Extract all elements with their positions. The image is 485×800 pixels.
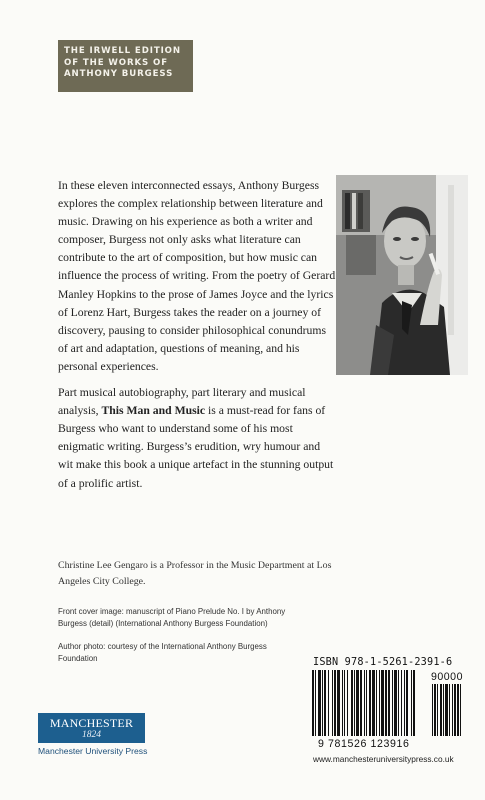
logo-press-name: Manchester University Press bbox=[38, 746, 148, 756]
author-photo-image bbox=[336, 175, 468, 375]
series-label bbox=[58, 40, 193, 92]
blurb-p2-start: Part musical autobiography, part literary and musical analysis, bbox=[58, 386, 306, 418]
blurb-p2-end: is a must-read for fans of Burgess who want to understand some of his most enigmatic writing. Burgess’s erudition, wry humour and wit make this book a unique artefact in the stunning output of a prolific artist. bbox=[58, 404, 334, 490]
credits bbox=[58, 606, 308, 676]
author-photo bbox=[336, 175, 468, 375]
cover-credit: Front cover image: manuscript of Piano Prelude No. I by Anthony Burgess (detail) (International Anthony Burgess Foundation) bbox=[58, 607, 286, 629]
publisher-logo bbox=[38, 713, 158, 761]
series-line-3: ANTHONY BURGESS bbox=[64, 69, 174, 79]
publisher-website: www.manchesteruniversitypress.co.uk bbox=[313, 754, 454, 764]
logo-wordmark: MANCHESTER bbox=[49, 716, 134, 730]
author-bio: Christine Lee Gengaro is a Professor in the Music Department at Los Angeles City College. bbox=[58, 560, 332, 587]
logo-box bbox=[38, 713, 145, 743]
logo-year: 1824 bbox=[82, 730, 101, 740]
blurb bbox=[58, 177, 336, 501]
series-line-1: THE IRWELL EDITION bbox=[64, 46, 181, 56]
blurb-paragraph-1: In these eleven interconnected essays, Anthony Burgess explores the complex relationship between literature and music. Drawing on his experience as both a writer and composer, Burgess not only asks what literature can contribute to the art of composition, but how music can influence the process of writing. From the poetry of Gerard Manley Hopkins to the prose of James Joyce and the lyrics of Lorenz Hart, Burgess takes the reader on a journey of discovery, pausing to consider philosophical conundrums of art and adaptation, questions of meaning, and his personal experiences. bbox=[58, 179, 336, 373]
barcode-addon-digits: 90000 bbox=[431, 671, 463, 683]
book-title: This Man and Music bbox=[101, 404, 206, 418]
photo-credit: Author photo: courtesy of the International Anthony Burgess Foundation bbox=[58, 641, 267, 664]
barcode-digits: 9 781526 123916 bbox=[318, 738, 410, 750]
isbn-label: ISBN 978-1-5261-2391-6 bbox=[313, 657, 453, 668]
blurb-paragraph-2 bbox=[58, 384, 336, 493]
series-line-2: OF THE WORKS OF bbox=[64, 57, 169, 68]
